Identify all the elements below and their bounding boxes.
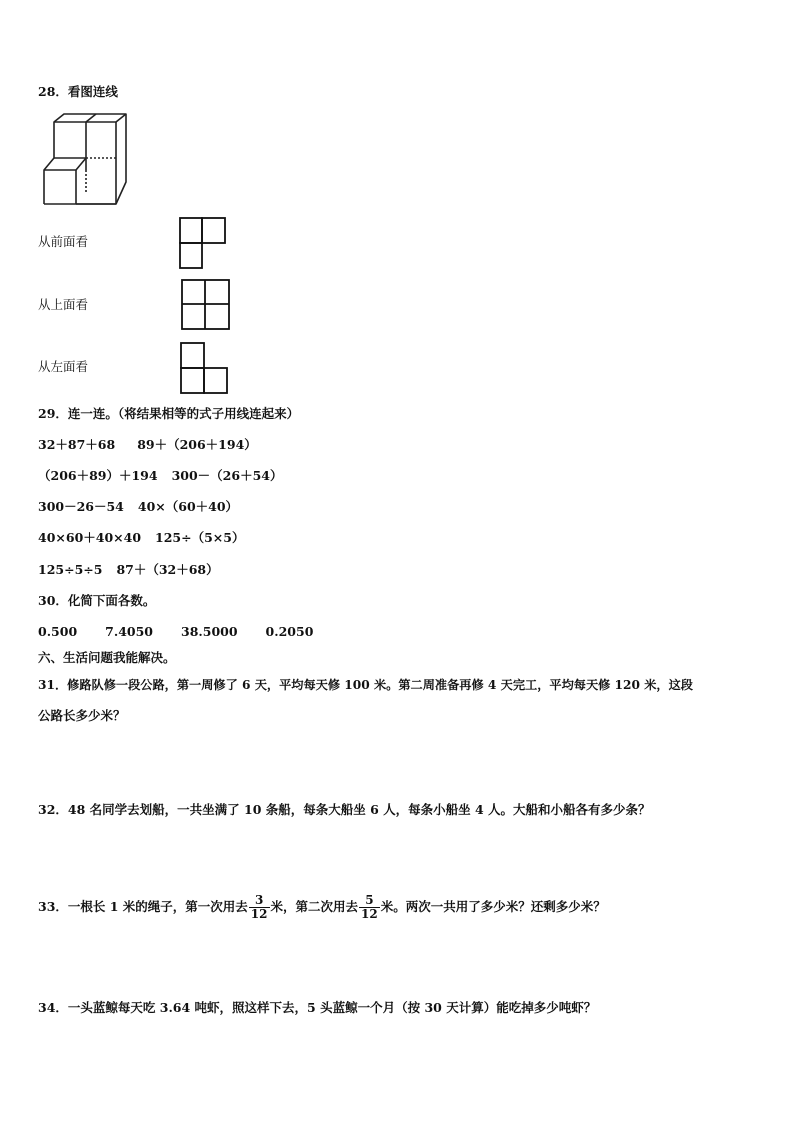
q32-text: 32．48 名同学去划船，一共坐满了 10 条船，每条大船坐 6 人，每条小船坐 4 人。大船和小船各有多少条？ [38,802,651,817]
left-view-figure [179,341,231,395]
q29-right-expression: 89＋（206＋194） [137,437,257,452]
q33-part-1: 33．一根长 1 米的绳子，第一次用去 [38,899,248,914]
q29-right-expression: 87＋（32＋68） [116,562,219,577]
q30-number: 38.5000 [181,624,238,639]
q33-text [38,892,606,922]
view-label-top: 从上面看 [38,297,89,312]
q29-row [38,437,257,453]
q29-left-expression: 32＋87＋68 [38,437,116,452]
q29-row [38,530,244,546]
q30-number: 7.4050 [105,624,153,639]
q30-numbers [38,624,313,640]
section-6-title: 六、生活问题我能解决。 [38,650,176,665]
q34-text: 34．一头蓝鲸每天吃 3.64 吨虾，照这样下去，5 头蓝鲸一个月（按 30 天计算）能吃掉多少吨虾？ [38,1000,597,1015]
fraction-3-12 [249,894,270,921]
front-view-figure [178,216,228,270]
view-label-front: 从前面看 [38,234,89,249]
q29-title: 29．连一连。（将结果相等的式子用线连起来） [38,406,300,421]
q33-part-3: 米。两次一共用了多少米？还剩多少米？ [380,899,606,914]
fraction-numerator: 3 [249,894,270,908]
q33-part-2: 米，第二次用去 [270,899,359,914]
q29-left-expression: 40×60＋40×40 [38,530,142,545]
q29-row [38,468,282,484]
q29-right-expression: 40×（60＋40） [137,499,239,514]
q31-line-2: 公路长多少米？ [38,708,126,723]
q29-left-expression: 125÷5÷5 [38,562,103,577]
q29-row [38,562,219,578]
q29-right-expression: 125÷（5×5） [155,530,245,545]
q30-number: 0.2050 [265,624,314,639]
q28-title: 28．看图连线 [38,84,118,99]
cube-stack-figure [40,112,132,206]
fraction-denominator: 12 [361,907,378,921]
fraction-denominator: 12 [250,907,268,921]
q29-right-expression: 300－（26＋54） [171,468,283,483]
fraction-5-12 [359,894,380,921]
top-view-figure [180,278,232,332]
q29-left-expression: 300－26－54 [38,499,124,514]
view-label-left: 从左面看 [38,359,89,374]
fraction-numerator: 5 [359,894,380,908]
q29-left-expression: （206＋89）＋194 [38,468,158,483]
q29-row [38,499,238,515]
q30-title: 30．化简下面各数。 [38,593,156,608]
q31-line-1: 31．修路队修一段公路，第一周修了 6 天，平均每天修 100 米。第二周准备再修 4 天完工，平均每天修 120 米，这段 [38,678,693,692]
q30-number: 0.500 [38,624,78,639]
